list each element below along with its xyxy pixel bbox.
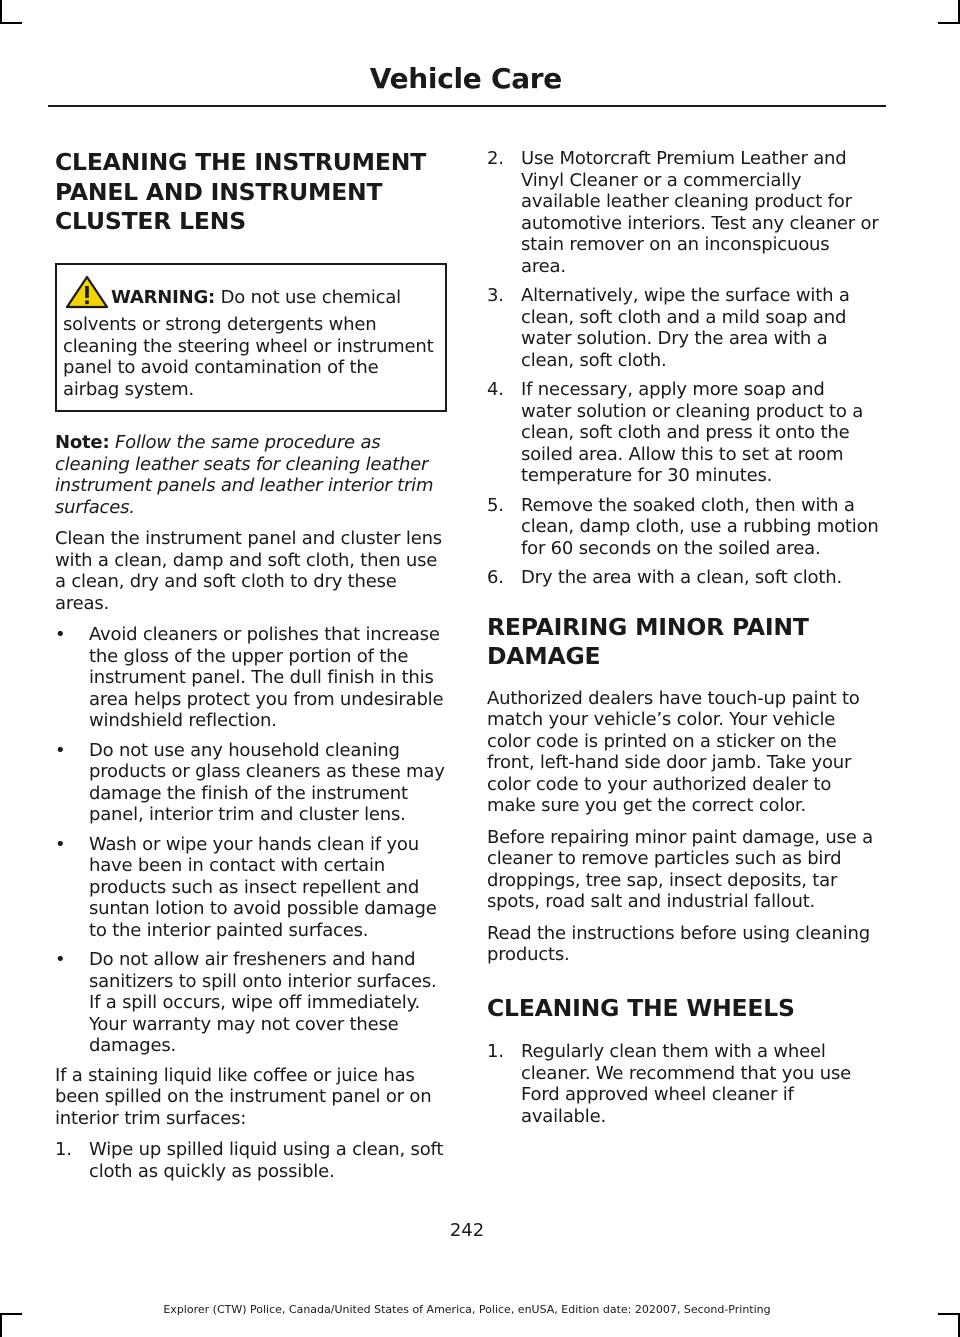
bullet-marker: • — [55, 949, 66, 970]
section-heading-paint-damage: REPAIRING MINOR PAINT DAMAGE — [487, 612, 809, 670]
list-item: 2. Use Motorcraft Premium Leather and Vinyl Cleaner or a commercially available leather cleaning product for automotive interiors. Test any cleaner or stain remover on an inconspicuous area. — [487, 148, 879, 277]
bullet-marker: • — [55, 833, 66, 855]
footer-edition-text: Explorer (CTW) Police, Canada/United States of America, Police, enUSA, Edition date: 202007, Second-Printing — [163, 1303, 771, 1316]
bullet-marker: • — [55, 739, 66, 761]
list-item: • Do not use any household cleaning products or glass cleaners as these may damage the finish of the instrument panel, interior trim and cluster lens. — [55, 739, 445, 825]
page-number: 242 — [449, 1220, 485, 1241]
step-number: 1. — [55, 1139, 72, 1160]
crop-mark-bottom-right-h — [938, 1313, 960, 1315]
crop-mark-top-right-h — [938, 22, 960, 24]
note-text: Follow the same procedure as cleaning leather seats for cleaning leather instrument panels and leather interior trim surfaces. — [55, 432, 434, 518]
list-item: 4. If necessary, apply more soap and water solution or cleaning product to a clean, soft cloth and press it onto the soiled area. Allow this to set at room temperature for 30 minutes. — [487, 379, 864, 486]
step-number: 4. — [487, 379, 504, 400]
warning-text: Do not use chemical solvents or strong detergents when cleaning the steering wheel or instrument panel to avoid contamination of the airbag system. — [63, 286, 434, 400]
list-item: 1. Regularly clean them with a wheel cleaner. We recommend that you use Ford approved wheel cleaner if available. — [487, 1041, 852, 1127]
page-header-title: Vehicle Care — [369, 62, 562, 95]
list-item: 3. Alternatively, wipe the surface with a clean, soft cloth and a mild soap and water solution. Dry the area with a clean, soft cloth. — [487, 285, 850, 371]
list-item: • Wash or wipe your hands clean if you have been in contact with certain products such as insect repellent and suntan lotion to avoid possible damage to the interior painted surfaces. — [55, 833, 437, 941]
warning-triangle-icon — [65, 275, 109, 315]
list-item: 6. Dry the area with a clean, soft cloth. — [487, 567, 842, 588]
right-column — [487, 148, 879, 1135]
step-number: 3. — [487, 285, 504, 306]
bullet-marker: • — [55, 624, 66, 645]
step-number: 2. — [487, 148, 504, 169]
paint-paragraph: Before repairing minor paint damage, use a cleaner to remove particles such as bird droppings, tree sap, insect deposits, tar spots, road salt and industrial fallout. — [487, 826, 873, 912]
step-number: 1. — [487, 1041, 504, 1062]
spill-intro-paragraph: If a staining liquid like coffee or juice has been spilled on the instrument panel or on interior trim surfaces: — [55, 1064, 432, 1129]
step-number: 5. — [487, 494, 504, 516]
intro-paragraph: Clean the instrument panel and cluster lens with a clean, damp and soft cloth, then use a clean, dry and soft cloth to dry these areas. — [55, 528, 442, 614]
crop-mark-top-left-h — [0, 22, 22, 24]
list-item: 5. Remove the soaked cloth, then with a clean, damp cloth, use a rubbing motion for 60 seconds on the soiled area. — [487, 494, 879, 559]
left-column — [55, 148, 447, 1190]
paint-paragraph: Authorized dealers have touch-up paint to match your vehicle’s color. Your vehicle color code is printed on a sticker on the front, left-hand side door jamb. Take your color code to your authorized dealer to make sure you get the correct color. — [487, 687, 860, 816]
note-label: Note: — [55, 432, 110, 453]
step-number: 6. — [487, 567, 504, 588]
list-item: • Avoid cleaners or polishes that increase the gloss of the upper portion of the instrument panel. The dull finish in this area helps protect you from undesirable windshield reflection. — [55, 624, 444, 731]
warning-label: WARNING: — [111, 286, 216, 308]
header-rule — [48, 105, 886, 107]
note-paragraph — [55, 432, 447, 518]
crop-mark-bottom-left — [0, 1313, 2, 1337]
section-heading-wheels: CLEANING THE WHEELS — [487, 993, 795, 1022]
warning-box — [55, 263, 447, 413]
section-heading-instrument-panel: CLEANING THE INSTRUMENT PANEL AND INSTRUMENT CLUSTER LENS — [55, 148, 427, 235]
paint-paragraph: Read the instructions before using cleaning products. — [487, 922, 870, 965]
crop-mark-top-left — [0, 0, 2, 22]
list-item: • Do not allow air fresheners and hand sanitizers to spill onto interior surfaces. If a spill occurs, wipe off immediately. Your warranty may not cover these damages. — [55, 949, 437, 1056]
list-item: 1. Wipe up spilled liquid using a clean, soft cloth as quickly as possible. — [55, 1139, 444, 1182]
